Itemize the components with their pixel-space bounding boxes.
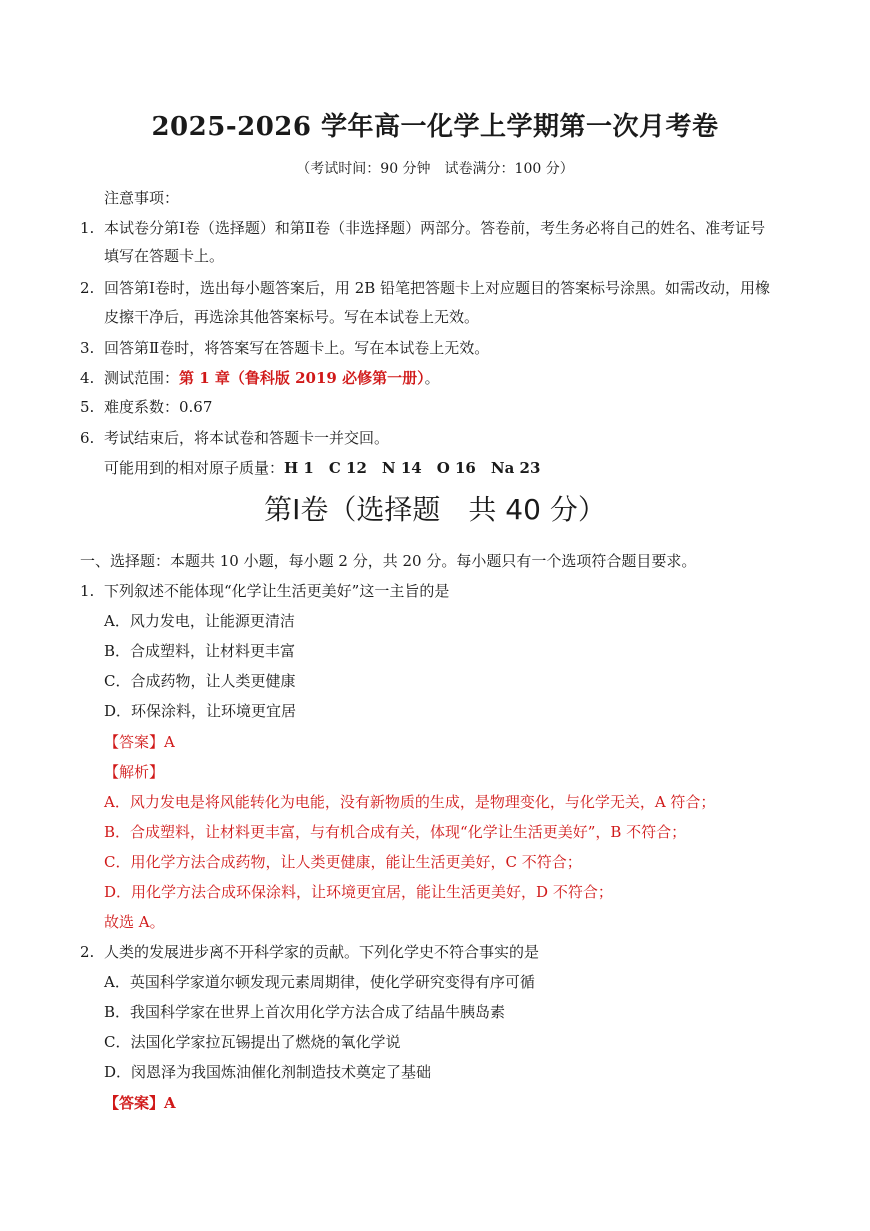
question-1-analysis-label: 【解析】	[104, 763, 165, 781]
notice-item-4: 4. 测试范围：第 1 章（鲁科版 2019 必修第一册）。	[80, 369, 440, 387]
question-2-answer: 【答案】A	[104, 1094, 176, 1112]
question-1-stem: 1. 下列叙述不能体现“化学让生活更美好”这一主旨的是	[80, 582, 450, 600]
question-1-option-a: A．风力发电，让能源更清洁	[104, 612, 295, 630]
notice-item-1: 1. 本试卷分第Ⅰ卷（选择题）和第Ⅱ卷（非选择题）两部分。答卷前，考生务必将自己的姓名、准考证号	[80, 219, 766, 237]
notice-item-6: 6. 考试结束后，将本试卷和答题卡一并交回。	[80, 429, 390, 447]
question-2-option-a: A．英国科学家道尔顿发现元素周期律，使化学研究变得有序可循	[104, 973, 535, 991]
question-1-option-c: C．合成药物，让人类更健康	[104, 672, 296, 690]
notice-heading: 注意事项：	[104, 189, 180, 207]
question-1-analysis-c: C．用化学方法合成药物，让人类更健康，能让生活更美好，C 不符合；	[104, 853, 582, 871]
atomic-mass-line: 可能用到的相对原子质量：H 1 C 12 N 14 O 16 Na 23	[104, 459, 541, 477]
question-1-option-d: D．环保涂料，让环境更宜居	[104, 702, 297, 720]
question-2-option-c: C．法国化学家拉瓦锡提出了燃烧的氧化学说	[104, 1033, 401, 1051]
notice-item-2-cont: 皮擦干净后，再选涂其他答案标号。写在本试卷上无效。	[104, 308, 480, 326]
section-instruction: 一、选择题：本题共 10 小题，每小题 2 分，共 20 分。每小题只有一个选项符合题目要求。	[80, 552, 697, 570]
notice-item-5: 5. 难度系数：0.67	[80, 398, 213, 416]
question-2-option-d: D．闵恩泽为我国炼油催化剂制造技术奠定了基础	[104, 1063, 432, 1081]
question-1-answer: 【答案】A	[104, 733, 175, 751]
exam-title: 2025-2026 学年高一化学上学期第一次月考卷	[151, 112, 719, 142]
question-1-analysis-d: D．用化学方法合成环保涂料，让环境更宜居，能让生活更美好，D 不符合；	[104, 883, 613, 901]
section-title: 第Ⅰ卷（选择题 共 40 分）	[264, 493, 606, 526]
test-scope: 第 1 章（鲁科版 2019 必修第一册）	[179, 369, 425, 387]
question-1-option-b: B．合成塑料，让材料更丰富	[104, 642, 296, 660]
question-2-stem: 2. 人类的发展进步离不开科学家的贡献。下列化学史不符合事实的是	[80, 943, 540, 961]
question-2-option-b: B．我国科学家在世界上首次用化学方法合成了结晶牛胰岛素	[104, 1003, 506, 1021]
question-1-conclusion: 故选 A。	[104, 913, 165, 931]
notice-item-1-cont: 填写在答题卡上。	[104, 247, 225, 265]
question-1-analysis-b: B．合成塑料，让材料更丰富，与有机合成有关，体现“化学让生活更美好”，B 不符合；	[104, 823, 687, 841]
notice-item-2: 2. 回答第Ⅰ卷时，选出每小题答案后，用 2B 铅笔把答题卡上对应题目的答案标号涂黑。如需改动，用橡	[80, 279, 771, 297]
exam-subtitle: （考试时间：90 分钟 试卷满分：100 分）	[296, 161, 574, 177]
notice-item-3: 3. 回答第Ⅱ卷时，将答案写在答题卡上。写在本试卷上无效。	[80, 339, 490, 357]
question-1-analysis-a: A．风力发电是将风能转化为电能，没有新物质的生成，是物理变化，与化学无关，A 符合；	[104, 793, 716, 811]
